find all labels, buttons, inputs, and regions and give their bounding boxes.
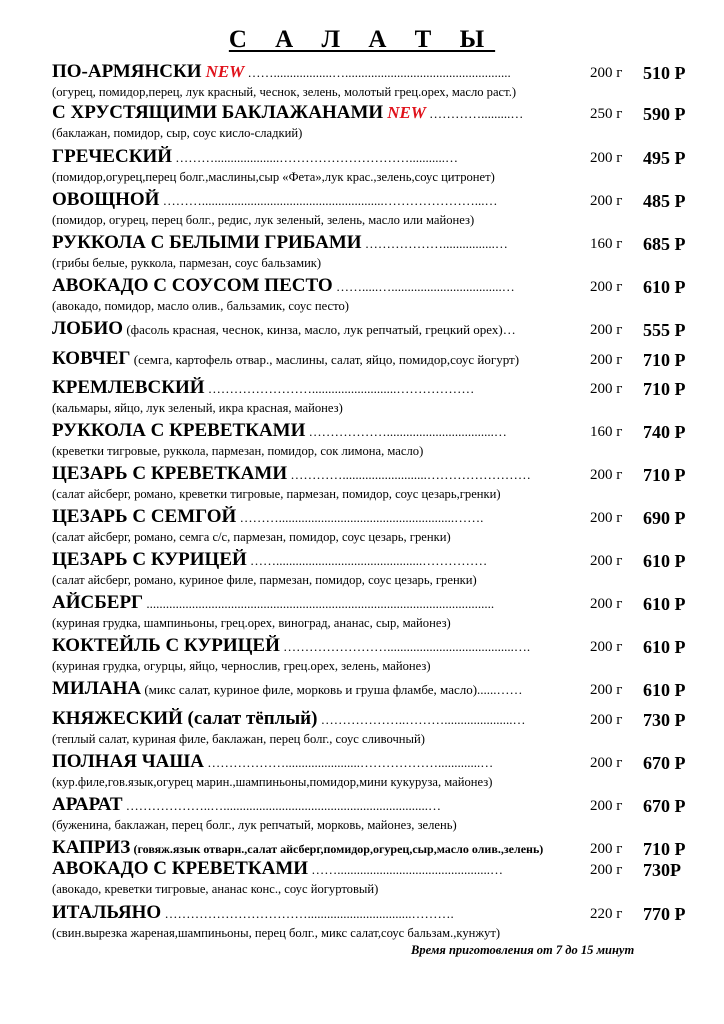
menu-item-description: (салат айсберг, романо, семга с/с, пармезан, помидор, соус цезарь, гренки) bbox=[52, 530, 451, 544]
menu-item-name: ПО-АРМЯНСКИ bbox=[52, 61, 202, 82]
menu-item-weight: 200 г bbox=[590, 596, 623, 612]
menu-item-description: (куриная грудка, шампиньоны, грец.орех, виноград, ананас, сыр, майонез) bbox=[52, 616, 451, 630]
menu-item-weight: 200 г bbox=[590, 150, 623, 166]
menu-item-description: (креветки тигровые, руккола, пармезан, помидор, сок лимона, масло) bbox=[52, 444, 424, 458]
menu-item-name: ЛОБИО bbox=[52, 318, 124, 339]
menu-item-name: ПОЛНАЯ ЧАША bbox=[52, 751, 204, 772]
menu-item bbox=[52, 506, 692, 546]
menu-item bbox=[52, 463, 692, 503]
menu-item-name: ЦЕЗАРЬ С КРЕВЕТКАМИ bbox=[52, 463, 288, 484]
menu-item-line bbox=[52, 146, 692, 168]
menu-item-description: (огурец, помидор,перец, лук красный, чеснок, зелень, молотый грец.орех, масло раст.) bbox=[52, 85, 517, 99]
menu-item-weight: 250 г bbox=[590, 106, 623, 122]
menu-item-name: АВОКАДО С КРЕВЕТКАМИ bbox=[52, 858, 309, 879]
menu-item-price: 555 Р bbox=[643, 320, 686, 340]
menu-item-name: РУККОЛА С КРЕВЕТКАМИ bbox=[52, 420, 306, 441]
menu-item-weight: 160 г bbox=[590, 236, 623, 252]
menu-item-name: ИТАЛЬЯНО bbox=[52, 902, 162, 923]
menu-item-price: 710 Р bbox=[643, 465, 686, 485]
menu-item bbox=[52, 858, 692, 898]
dot-leader: ………………..……….....................… bbox=[320, 712, 526, 727]
dot-leader: ……...............................................… bbox=[311, 862, 504, 877]
menu-item-description: (помидор,огурец,перец болг.,маслины,сыр «Фета»,лук крас.,зелень,соус цитронет) bbox=[52, 170, 495, 184]
menu-item bbox=[52, 902, 692, 942]
menu-item bbox=[52, 592, 692, 632]
menu-item-line bbox=[52, 902, 692, 924]
menu-item-line bbox=[52, 377, 692, 399]
menu-item-price: 770 Р bbox=[643, 904, 686, 924]
dot-leader: …….....…..................................… bbox=[335, 279, 515, 294]
menu-item-weight: 200 г bbox=[590, 279, 623, 295]
dot-leader: ……………………..........................……………… bbox=[207, 381, 475, 396]
menu-item bbox=[52, 189, 692, 229]
menu-item bbox=[52, 678, 692, 700]
menu-item-description: (куриная грудка, огурцы, яйцо, чернослив, грец.орех, зелень, майонез) bbox=[52, 659, 431, 673]
menu-item bbox=[52, 102, 692, 142]
menu-item-name: МИЛАНА bbox=[52, 678, 142, 699]
menu-item-weight: 200 г bbox=[590, 352, 623, 368]
menu-item-name: ГРЕЧЕСКИЙ bbox=[52, 146, 173, 167]
dot-leader: …….............................................…………… bbox=[250, 553, 488, 568]
menu-item-weight: 200 г bbox=[590, 862, 623, 878]
menu-item-weight: 200 г bbox=[590, 467, 623, 483]
menu-item-name: КОКТЕЙЛЬ С КУРИЦЕЙ bbox=[52, 635, 280, 656]
menu-item-price: 710 Р bbox=[643, 839, 686, 859]
menu-item-price: 485 Р bbox=[643, 191, 686, 211]
dot-leader: ………….........… bbox=[429, 106, 524, 121]
dot-leader: ………………................… bbox=[364, 236, 508, 251]
dot-leader: …………………….......................................…. bbox=[283, 639, 531, 654]
dot-leader: ………....................…………………………...........… bbox=[175, 150, 459, 165]
menu-item-line bbox=[52, 463, 692, 485]
menu-item-description: (семга, картофель отвар., маслины, салат, яйцо, помидор,соус йогурт) bbox=[133, 352, 520, 367]
menu-item bbox=[52, 232, 692, 272]
menu-item bbox=[52, 635, 692, 675]
menu-item-name: С ХРУСТЯЩИМИ БАКЛАЖАНАМИ bbox=[52, 102, 384, 123]
menu-item-line bbox=[52, 708, 692, 730]
menu-item-weight: 200 г bbox=[590, 682, 623, 698]
dot-leader: ……………………………................................………. bbox=[164, 906, 454, 921]
dot-leader: ………………..…...............................................................… bbox=[125, 798, 442, 813]
menu-item-line bbox=[52, 592, 692, 614]
menu-item-line bbox=[52, 102, 692, 124]
menu-item-description: (авокадо, креветки тигровые, ананас конс., соус йогуртовый) bbox=[52, 882, 379, 896]
menu-item-weight: 200 г bbox=[590, 841, 623, 857]
menu-item-price: 510 Р bbox=[643, 63, 686, 83]
menu-item-price: 685 Р bbox=[643, 234, 686, 254]
menu-item-price: 710 Р bbox=[643, 379, 686, 399]
menu-item-line bbox=[52, 858, 692, 880]
menu-item-weight: 160 г bbox=[590, 424, 623, 440]
menu-item-weight: 200 г bbox=[590, 553, 623, 569]
menu-item-name: АЙСБЕРГ bbox=[52, 592, 144, 613]
menu-item-line bbox=[52, 751, 692, 773]
menu-item-price: 610 Р bbox=[643, 680, 686, 700]
menu-item-description: (баклажан, помидор, сыр, соус кисло-сладкий) bbox=[52, 126, 303, 140]
cooking-time-note: Время приготовления от 7 до 15 минут bbox=[411, 943, 635, 957]
menu-item-name: РУККОЛА С БЕЛЫМИ ГРИБАМИ bbox=[52, 232, 362, 253]
menu-item-weight: 200 г bbox=[590, 798, 623, 814]
menu-item-description: (помидор, огурец, перец болг., редис, лук зеленый, зелень, масло или майонез) bbox=[52, 213, 475, 227]
menu-item-weight: 200 г bbox=[590, 755, 623, 771]
dot-leader: ……………….................................… bbox=[308, 424, 507, 439]
menu-item-price: 590 Р bbox=[643, 104, 686, 124]
menu-item bbox=[52, 708, 692, 748]
dot-leader: …………..........................…………………… bbox=[290, 467, 531, 482]
menu-item-price: 690 Р bbox=[643, 508, 686, 528]
menu-item bbox=[52, 420, 692, 460]
menu-item-description: (кур.филе,гов.язык,огурец марин.,шампиньоны,помидор,мини кукуруза, майонез) bbox=[52, 775, 493, 789]
menu-item-price: 730 Р bbox=[643, 710, 686, 730]
menu-item-price: 610 Р bbox=[643, 277, 686, 297]
menu-item-name: ЦЕЗАРЬ С КУРИЦЕЙ bbox=[52, 549, 247, 570]
menu-item-description: (грибы белые, руккола, пармезан, соус бальзамик) bbox=[52, 256, 322, 270]
dot-leader: ………......................................................……. bbox=[239, 510, 484, 525]
menu-item bbox=[52, 275, 692, 315]
new-badge: NEW bbox=[387, 103, 426, 122]
menu-item-price: 670 Р bbox=[643, 753, 686, 773]
menu-item-name: ЦЕЗАРЬ С СЕМГОЙ bbox=[52, 506, 237, 527]
menu-item-weight: 200 г bbox=[590, 65, 623, 81]
menu-item-line bbox=[52, 635, 692, 657]
menu-item-price: 670 Р bbox=[643, 796, 686, 816]
menu-item-name: КНЯЖЕСКИЙ (салат тёплый) bbox=[52, 708, 318, 729]
new-badge: NEW bbox=[205, 62, 245, 81]
menu-item bbox=[52, 549, 692, 589]
menu-item-line bbox=[52, 837, 692, 859]
menu-item-weight: 200 г bbox=[590, 322, 623, 338]
menu-item-name: АРАРАТ bbox=[52, 794, 123, 815]
menu-item bbox=[52, 348, 692, 370]
menu-item-weight: 200 г bbox=[590, 712, 623, 728]
menu-item-line bbox=[52, 549, 692, 571]
menu-item-weight: 200 г bbox=[590, 193, 623, 209]
menu-item-line bbox=[52, 348, 692, 370]
menu-item-line bbox=[52, 506, 692, 528]
menu-item-weight: 220 г bbox=[590, 906, 623, 922]
menu-item-name: КОВЧЕГ bbox=[52, 348, 131, 369]
menu-item-weight: 200 г bbox=[590, 639, 623, 655]
menu-item-price: 730Р bbox=[643, 860, 681, 880]
menu-item bbox=[52, 751, 692, 791]
menu-item-price: 495 Р bbox=[643, 148, 686, 168]
menu-item-name: КАПРИЗ bbox=[52, 837, 131, 858]
menu-item bbox=[52, 377, 692, 417]
menu-item-line bbox=[52, 189, 692, 211]
menu-item-line bbox=[52, 275, 692, 297]
menu-item-price: 710 Р bbox=[643, 350, 686, 370]
menu-item-line bbox=[52, 794, 692, 816]
menu-item-weight: 200 г bbox=[590, 381, 623, 397]
menu-item-description: (теплый салат, куриная филе, баклажан, перец болг., соус сливочный) bbox=[52, 732, 425, 746]
menu-item bbox=[52, 794, 692, 834]
menu-item bbox=[52, 61, 692, 101]
menu-item-line bbox=[52, 678, 692, 700]
menu-item-price: 740 Р bbox=[643, 422, 686, 442]
menu-item-description: (говяж.язык отварн.,салат айсберг,помидор,огурец,сыр,масло олив.,зелень) bbox=[133, 842, 544, 856]
menu-item-line bbox=[52, 420, 692, 442]
menu-item-description: (салат айсберг, романо, креветки тигровые, пармезан, помидор, соус цезарь,гренки) bbox=[52, 487, 501, 501]
menu-item bbox=[52, 837, 692, 859]
dot-leader: ………........................................................…………………...… bbox=[162, 193, 498, 208]
menu-item-description: (авокадо, помидор, масло олив., бальзамик, соус песто) bbox=[52, 299, 349, 313]
menu-item-description: (салат айсберг, романо, куриное филе, пармезан, помидор, соус цезарь, гренки) bbox=[52, 573, 477, 587]
dot-leader: ……..................…................................................... bbox=[247, 65, 511, 80]
menu-item-weight: 200 г bbox=[590, 510, 623, 526]
page-title: С А Л А Т Ы bbox=[228, 26, 496, 53]
menu-item-description: (буженина, баклажан, перец болг., лук репчатый, морковь, майонез, зелень) bbox=[52, 818, 457, 832]
menu-item-line bbox=[52, 232, 692, 254]
menu-item-line bbox=[52, 318, 692, 340]
dot-leader: ........................................................................................................... bbox=[146, 596, 495, 611]
menu-item-description: (микс салат, куриное филе, морковь и груша фламбе, масло)......…… bbox=[144, 682, 523, 697]
menu-item bbox=[52, 318, 692, 340]
menu-item-name: КРЕМЛЕВСКИЙ bbox=[52, 377, 205, 398]
menu-item bbox=[52, 146, 692, 186]
menu-item-description: (фасоль красная, чеснок, кинза, масло, лук репчатый, грецкий орех)… bbox=[126, 322, 516, 337]
menu-item-description: (кальмары, яйцо, лук зеленый, икра красная, майонез) bbox=[52, 401, 343, 415]
menu-item-name: ОВОЩНОЙ bbox=[52, 189, 160, 210]
menu-item-description: (свин.вырезка жареная,шампиньоны, перец болг., микс салат,соус бальзам.,кунжут) bbox=[52, 926, 501, 940]
menu-item-price: 610 Р bbox=[643, 594, 686, 614]
menu-item-price: 610 Р bbox=[643, 551, 686, 571]
dot-leader: ……………….......................……………….............… bbox=[207, 755, 494, 770]
menu-item-name: АВОКАДО С СОУСОМ ПЕСТО bbox=[52, 275, 333, 296]
menu-item-line bbox=[52, 61, 692, 83]
menu-item-price: 610 Р bbox=[643, 637, 686, 657]
